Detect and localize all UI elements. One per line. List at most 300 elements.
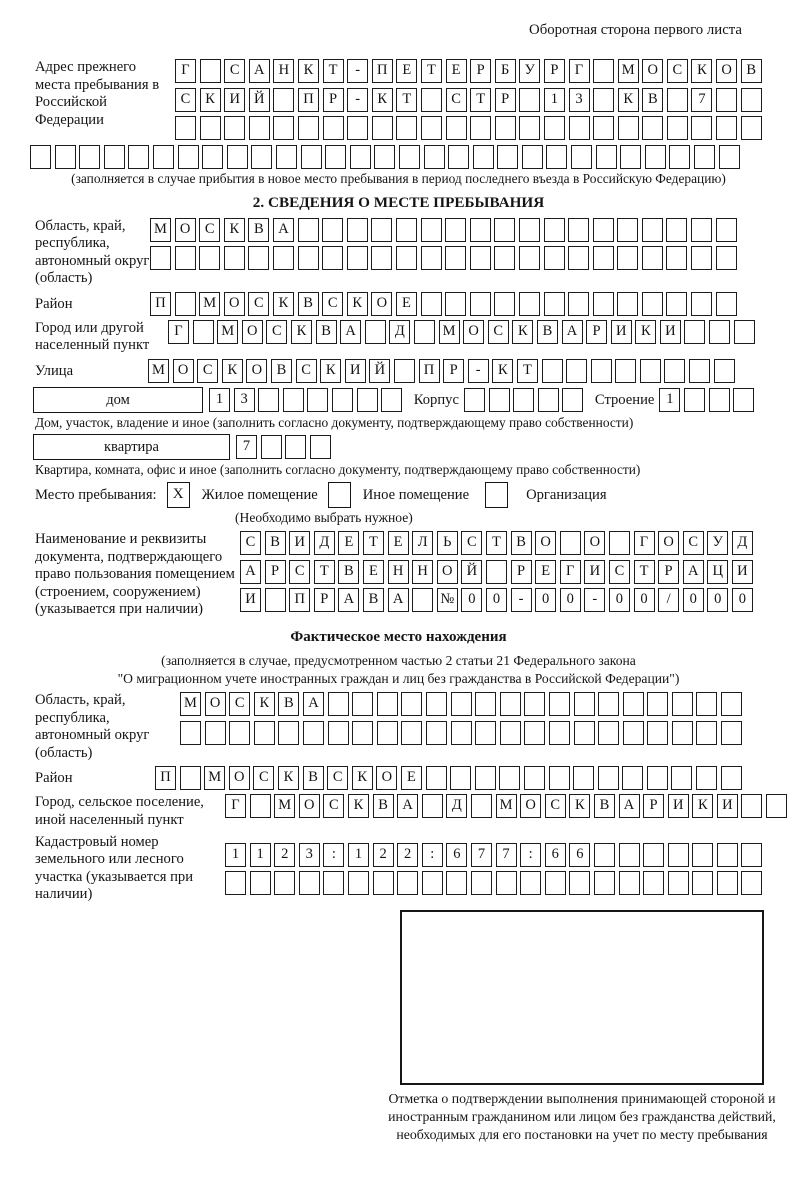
- char-box: А: [273, 218, 294, 242]
- char-box: [672, 692, 693, 716]
- korpus-label: Корпус: [413, 391, 459, 408]
- char-box: Е: [338, 531, 359, 555]
- char-box: [691, 292, 712, 316]
- char-box: [566, 359, 587, 383]
- field-district-actual: [35, 766, 762, 790]
- char-box: 1: [659, 388, 680, 412]
- char-box: Ь: [437, 531, 458, 555]
- char-box: С: [266, 320, 287, 344]
- char-box: [522, 145, 543, 169]
- char-box: [593, 88, 614, 112]
- char-box: [401, 692, 422, 716]
- char-box: И: [732, 560, 753, 584]
- char-box: /: [658, 588, 679, 612]
- char-box: [544, 218, 565, 242]
- char-box: 0: [486, 588, 507, 612]
- actual-location-title: Фактическое место нахождения: [290, 629, 507, 646]
- field-district-2: [35, 292, 762, 316]
- char-box: [496, 871, 517, 895]
- char-box: [666, 292, 687, 316]
- char-box: [716, 292, 737, 316]
- char-box: [446, 116, 467, 140]
- char-box: [451, 692, 472, 716]
- char-box: [696, 692, 717, 716]
- char-box: О: [463, 320, 484, 344]
- char-box: С: [296, 359, 317, 383]
- checkbox-organization: [485, 482, 508, 508]
- char-box: [647, 721, 668, 745]
- char-box: П: [298, 88, 319, 112]
- char-box: [307, 388, 328, 412]
- char-box: [643, 871, 664, 895]
- char-box: К: [492, 359, 513, 383]
- char-box: Д: [732, 531, 753, 555]
- char-box: [766, 794, 787, 818]
- char-box: [421, 246, 442, 270]
- char-box: Е: [388, 531, 409, 555]
- char-box: 6: [446, 843, 467, 867]
- char-box: [470, 116, 491, 140]
- char-box: [741, 794, 762, 818]
- char-box: [224, 116, 245, 140]
- char-box: [609, 531, 630, 555]
- option-organization-label: Организация: [526, 486, 607, 503]
- char-box: [741, 843, 762, 867]
- char-box: 2: [274, 843, 295, 867]
- char-box: [569, 871, 590, 895]
- char-box: [205, 721, 226, 745]
- char-box: [520, 871, 541, 895]
- char-box: [519, 88, 540, 112]
- char-box: [414, 320, 435, 344]
- char-box: Д: [389, 320, 410, 344]
- char-row: [148, 359, 738, 383]
- char-box: К: [347, 292, 368, 316]
- char-box: [261, 435, 282, 459]
- char-box: [623, 721, 644, 745]
- stamp-caption: Отметка о подтверждении выполнения принимающей стороной и иностранным гражданином или лицом без гражданства действий, необходимых для его постановки на учет по месту пребывания: [388, 1090, 776, 1142]
- char-box: [598, 721, 619, 745]
- char-box: [733, 388, 754, 412]
- char-box: [426, 766, 447, 790]
- char-box: Е: [396, 292, 417, 316]
- char-box: 7: [496, 843, 517, 867]
- char-box: П: [155, 766, 176, 790]
- char-box: М: [439, 320, 460, 344]
- char-box: [544, 292, 565, 316]
- char-box: В: [271, 359, 292, 383]
- char-box: [273, 88, 294, 112]
- char-box: [180, 766, 201, 790]
- char-box: Т: [517, 359, 538, 383]
- char-row: [240, 560, 756, 584]
- char-box: [494, 292, 515, 316]
- char-box: [668, 871, 689, 895]
- char-box: И: [345, 359, 366, 383]
- char-box: А: [562, 320, 583, 344]
- char-box: О: [716, 59, 737, 83]
- char-box: [519, 218, 540, 242]
- char-box: 1: [225, 843, 246, 867]
- char-box: В: [373, 794, 394, 818]
- char-box: Р: [323, 88, 344, 112]
- char-box: [692, 871, 713, 895]
- char-box: [396, 218, 417, 242]
- char-box: [696, 721, 717, 745]
- char-box: [696, 766, 717, 790]
- char-box: Р: [265, 560, 286, 584]
- char-row: [175, 116, 765, 140]
- char-box: [664, 359, 685, 383]
- char-box: Й: [369, 359, 390, 383]
- char-box: [303, 721, 324, 745]
- char-box: Р: [314, 588, 335, 612]
- char-box: М: [180, 692, 201, 716]
- char-box: 3: [299, 843, 320, 867]
- char-box: [642, 246, 663, 270]
- char-box: [445, 292, 466, 316]
- char-box: Т: [396, 88, 417, 112]
- char-box: 0: [461, 588, 482, 612]
- char-row: [225, 871, 766, 895]
- char-box: [544, 246, 565, 270]
- char-box: М: [199, 292, 220, 316]
- char-box: [495, 116, 516, 140]
- char-box: [372, 116, 393, 140]
- char-box: С: [289, 560, 310, 584]
- char-row: [209, 388, 406, 412]
- char-box: [347, 116, 368, 140]
- char-box: [671, 766, 692, 790]
- char-box: [617, 292, 638, 316]
- char-box: [709, 320, 730, 344]
- char-box: М: [274, 794, 295, 818]
- char-box: К: [512, 320, 533, 344]
- district-actual-label: Район: [35, 770, 73, 787]
- char-box: 0: [707, 588, 728, 612]
- char-box: [471, 871, 492, 895]
- char-box: [200, 116, 221, 140]
- stroenie-label: Строение: [594, 391, 655, 408]
- char-box: И: [660, 320, 681, 344]
- char-box: 1: [348, 843, 369, 867]
- char-box: [426, 721, 447, 745]
- char-box: С: [461, 531, 482, 555]
- char-box: [254, 721, 275, 745]
- char-box: М: [496, 794, 517, 818]
- char-box: Т: [314, 560, 335, 584]
- char-box: [401, 721, 422, 745]
- char-box: О: [205, 692, 226, 716]
- char-box: [227, 145, 248, 169]
- char-box: Р: [511, 560, 532, 584]
- char-box: [276, 145, 297, 169]
- char-box: К: [691, 59, 712, 83]
- char-box: [251, 145, 272, 169]
- char-box: 2: [373, 843, 394, 867]
- district-label: Район: [35, 295, 73, 312]
- field-doc: [35, 531, 762, 619]
- char-box: И: [584, 560, 605, 584]
- char-box: И: [240, 588, 261, 612]
- char-box: 0: [683, 588, 704, 612]
- char-box: Е: [446, 59, 467, 83]
- char-box: [692, 843, 713, 867]
- char-box: В: [642, 88, 663, 112]
- char-box: [348, 871, 369, 895]
- char-box: [594, 871, 615, 895]
- char-box: [666, 246, 687, 270]
- char-box: [569, 116, 590, 140]
- char-box: Л: [412, 531, 433, 555]
- char-box: [350, 145, 371, 169]
- char-box: [691, 116, 712, 140]
- char-box: [298, 116, 319, 140]
- char-box: М: [217, 320, 238, 344]
- cadastre-boxes: [225, 843, 766, 896]
- char-box: [250, 794, 271, 818]
- char-box: О: [437, 560, 458, 584]
- char-row: [659, 388, 757, 412]
- char-box: С: [322, 292, 343, 316]
- field-street: [35, 359, 762, 383]
- char-box: М: [204, 766, 225, 790]
- char-box: О: [520, 794, 541, 818]
- char-box: [524, 692, 545, 716]
- char-box: К: [254, 692, 275, 716]
- char-box: 1: [209, 388, 230, 412]
- char-box: [619, 871, 640, 895]
- char-box: [573, 766, 594, 790]
- char-box: Т: [634, 560, 655, 584]
- char-box: В: [316, 320, 337, 344]
- char-box: В: [511, 531, 532, 555]
- char-box: С: [175, 88, 196, 112]
- char-box: [322, 246, 343, 270]
- field-city-actual: [35, 794, 762, 829]
- char-box: [619, 843, 640, 867]
- actual-location-caption-1: (заполняется в случае, предусмотренном частью 2 статьи 21 Федерального закона: [161, 653, 636, 669]
- char-box: С: [323, 794, 344, 818]
- char-box: В: [537, 320, 558, 344]
- char-box: 3: [234, 388, 255, 412]
- char-box: [202, 145, 223, 169]
- char-row: [180, 692, 746, 716]
- char-box: [642, 116, 663, 140]
- char-box: 0: [560, 588, 581, 612]
- field-region-actual: [35, 692, 762, 762]
- char-box: О: [246, 359, 267, 383]
- char-box: [55, 145, 76, 169]
- char-box: [200, 59, 221, 83]
- char-box: А: [303, 692, 324, 716]
- char-box: [691, 218, 712, 242]
- char-box: [175, 292, 196, 316]
- char-row: [150, 218, 740, 242]
- char-box: О: [173, 359, 194, 383]
- char-box: [734, 320, 755, 344]
- char-box: [274, 871, 295, 895]
- char-box: С: [199, 218, 220, 242]
- char-box: [421, 88, 442, 112]
- char-box: [494, 218, 515, 242]
- char-box: Т: [421, 59, 442, 83]
- char-box: [593, 59, 614, 83]
- char-box: Т: [470, 88, 491, 112]
- option-residential-label: Жилое помещение: [201, 486, 318, 503]
- section2-title: 2. СВЕДЕНИЯ О МЕСТЕ ПРЕБЫВАНИЯ: [252, 193, 545, 211]
- char-box: -: [511, 588, 532, 612]
- char-box: П: [150, 292, 171, 316]
- field-house: [33, 387, 762, 413]
- char-box: [647, 766, 668, 790]
- actual-location-caption-2: "О миграционном учете иностранных граждан и лиц без гражданства в Российской Федерации"): [117, 670, 680, 686]
- char-box: А: [340, 320, 361, 344]
- char-box: [574, 692, 595, 716]
- char-box: [717, 871, 738, 895]
- char-box: [471, 794, 492, 818]
- char-box: Г: [225, 794, 246, 818]
- char-box: [546, 145, 567, 169]
- char-box: Т: [486, 531, 507, 555]
- char-box: П: [419, 359, 440, 383]
- char-box: [299, 871, 320, 895]
- char-box: [593, 292, 614, 316]
- char-box: 6: [569, 843, 590, 867]
- char-box: К: [569, 794, 590, 818]
- char-box: С: [327, 766, 348, 790]
- char-box: У: [519, 59, 540, 83]
- char-row: [240, 531, 756, 555]
- char-box: [571, 145, 592, 169]
- char-box: [352, 721, 373, 745]
- char-box: А: [338, 588, 359, 612]
- char-box: [347, 246, 368, 270]
- doc-label: Наименование и реквизиты документа, подтверждающего право пользования помещением (строением, сооружением) (указывается при наличии): [35, 531, 235, 618]
- char-box: [446, 871, 467, 895]
- region-actual-boxes: [180, 692, 746, 745]
- char-box: О: [299, 794, 320, 818]
- char-box: [248, 246, 269, 270]
- char-box: [716, 246, 737, 270]
- char-box: [470, 218, 491, 242]
- char-box: В: [248, 218, 269, 242]
- char-box: [365, 320, 386, 344]
- char-box: [79, 145, 100, 169]
- char-box: 6: [545, 843, 566, 867]
- char-box: [549, 692, 570, 716]
- char-box: С: [683, 531, 704, 555]
- char-box: [549, 766, 570, 790]
- char-box: А: [388, 588, 409, 612]
- char-box: [519, 246, 540, 270]
- char-box: А: [683, 560, 704, 584]
- char-box: П: [372, 59, 393, 83]
- char-box: Б: [495, 59, 516, 83]
- char-box: [450, 766, 471, 790]
- region-boxes: [150, 218, 740, 271]
- char-box: [278, 721, 299, 745]
- char-row: [180, 721, 746, 745]
- char-box: [542, 359, 563, 383]
- char-box: [721, 692, 742, 716]
- char-box: [298, 218, 319, 242]
- char-box: С: [240, 531, 261, 555]
- char-box: 0: [634, 588, 655, 612]
- char-box: В: [741, 59, 762, 83]
- char-box: [373, 871, 394, 895]
- char-row: [150, 246, 740, 270]
- char-box: [273, 246, 294, 270]
- char-box: С: [446, 88, 467, 112]
- char-box: Р: [443, 359, 464, 383]
- city-label: Город или другой населенный пункт: [35, 319, 150, 354]
- char-box: К: [692, 794, 713, 818]
- char-box: [475, 766, 496, 790]
- char-box: [568, 292, 589, 316]
- checkbox-residential: X: [167, 482, 190, 508]
- char-box: [714, 359, 735, 383]
- city-actual-label: Город, сельское поселение, иной населенный пункт: [35, 794, 204, 828]
- char-box: И: [717, 794, 738, 818]
- char-box: [668, 843, 689, 867]
- char-box: [412, 588, 433, 612]
- char-box: :: [323, 843, 344, 867]
- char-box: О: [371, 292, 392, 316]
- char-box: [596, 145, 617, 169]
- char-box: [524, 721, 545, 745]
- char-box: [328, 721, 349, 745]
- stamp-box: [400, 910, 764, 1085]
- char-box: [193, 320, 214, 344]
- char-box: 3: [569, 88, 590, 112]
- char-row: [225, 843, 766, 867]
- char-box: [250, 871, 271, 895]
- char-box: [175, 116, 196, 140]
- char-box: К: [635, 320, 656, 344]
- char-box: К: [200, 88, 221, 112]
- char-box: [741, 88, 762, 112]
- region-actual-label: Область, край, республика, автономный округ (область): [35, 692, 150, 761]
- char-box: [30, 145, 51, 169]
- char-box: [424, 145, 445, 169]
- char-box: В: [265, 531, 286, 555]
- char-box: №: [437, 588, 458, 612]
- char-box: [371, 218, 392, 242]
- field-region-2: [35, 218, 762, 288]
- char-box: О: [658, 531, 679, 555]
- char-box: [323, 871, 344, 895]
- char-box: [421, 116, 442, 140]
- char-box: [618, 116, 639, 140]
- char-box: [640, 359, 661, 383]
- char-box: [422, 794, 443, 818]
- char-box: [513, 388, 534, 412]
- prev-address-label: Адрес прежнего места пребывания в Российской Федерации: [35, 59, 160, 128]
- char-box: Т: [323, 59, 344, 83]
- char-box: [642, 292, 663, 316]
- char-box: [273, 116, 294, 140]
- house-box: дом: [33, 387, 203, 413]
- char-box: [301, 145, 322, 169]
- char-box: [448, 145, 469, 169]
- char-box: [538, 388, 559, 412]
- char-box: В: [338, 560, 359, 584]
- char-box: О: [642, 59, 663, 83]
- char-box: [562, 388, 583, 412]
- char-box: О: [229, 766, 250, 790]
- char-box: -: [584, 588, 605, 612]
